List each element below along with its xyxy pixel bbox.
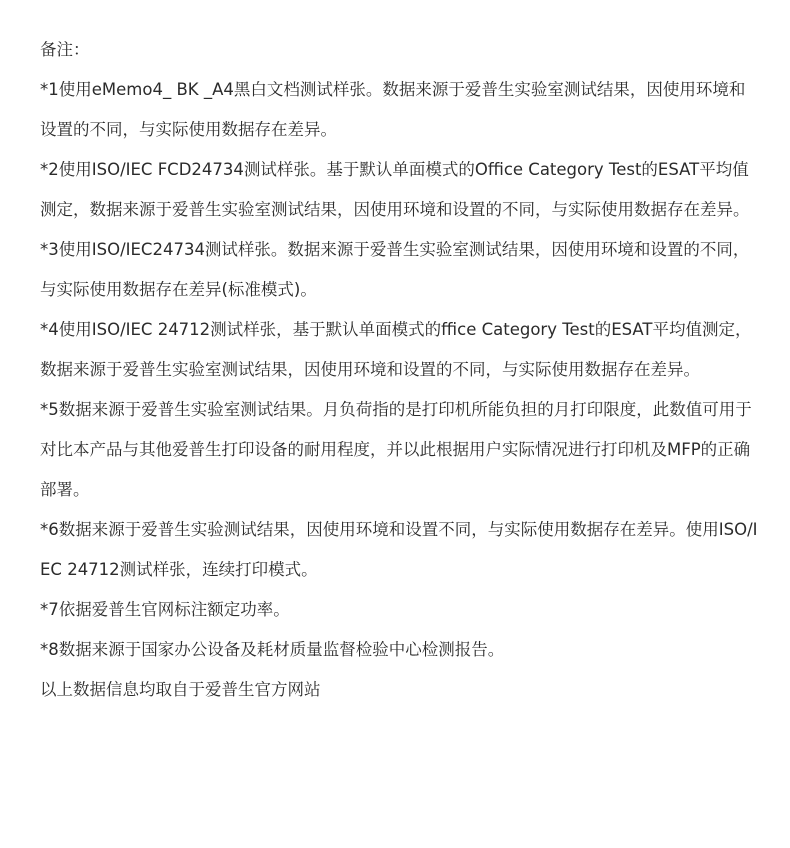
note-item-3: *3使用ISO/IEC24734测试样张。数据来源于爱普生实验室测试结果，因使用环境和设置的不同，与实际使用数据存在差异(标准模式)。 [40, 240, 750, 299]
note-item-8: *8数据来源于国家办公设备及耗材质量监督检验中心检测报告。 [40, 640, 505, 659]
note-item-6: *6数据来源于爱普生实验测试结果，因使用环境和设置不同，与实际使用数据存在差异。使用ISO/IEC 24712测试样张，连续打印模式。 [40, 520, 758, 579]
notes-footer: 以上数据信息均取自于爱普生官方网站 [40, 680, 321, 699]
notes-section [40, 30, 760, 710]
note-item-5: *5数据来源于爱普生实验室测试结果。月负荷指的是打印机所能负担的月打印限度，此数值可用于对比本产品与其他爱普生打印设备的耐用程度，并以此根据用户实际情况进行打印机及MFP的正确部署。 [40, 400, 752, 499]
note-item-7: *7依据爱普生官网标注额定功率。 [40, 600, 290, 619]
notes-heading: 备注： [40, 40, 90, 59]
note-item-2: *2使用ISO/IEC FCD24734测试样张。基于默认单面模式的Office Category Test的ESAT平均值测定，数据来源于爱普生实验室测试结果，因使用环境和设置的不同，与实际使用数据存在差异。 [40, 160, 750, 219]
note-item-1: *1使用eMemo4_ BK _A4黑白文档测试样张。数据来源于爱普生实验室测试结果，因使用环境和设置的不同，与实际使用数据存在差异。 [40, 80, 746, 139]
note-item-4: *4使用ISO/IEC 24712测试样张，基于默认单面模式的ffice Category Test的ESAT平均值测定，数据来源于爱普生实验室测试结果，因使用环境和设置的不同，与实际使用数据存在差异。 [40, 320, 752, 379]
